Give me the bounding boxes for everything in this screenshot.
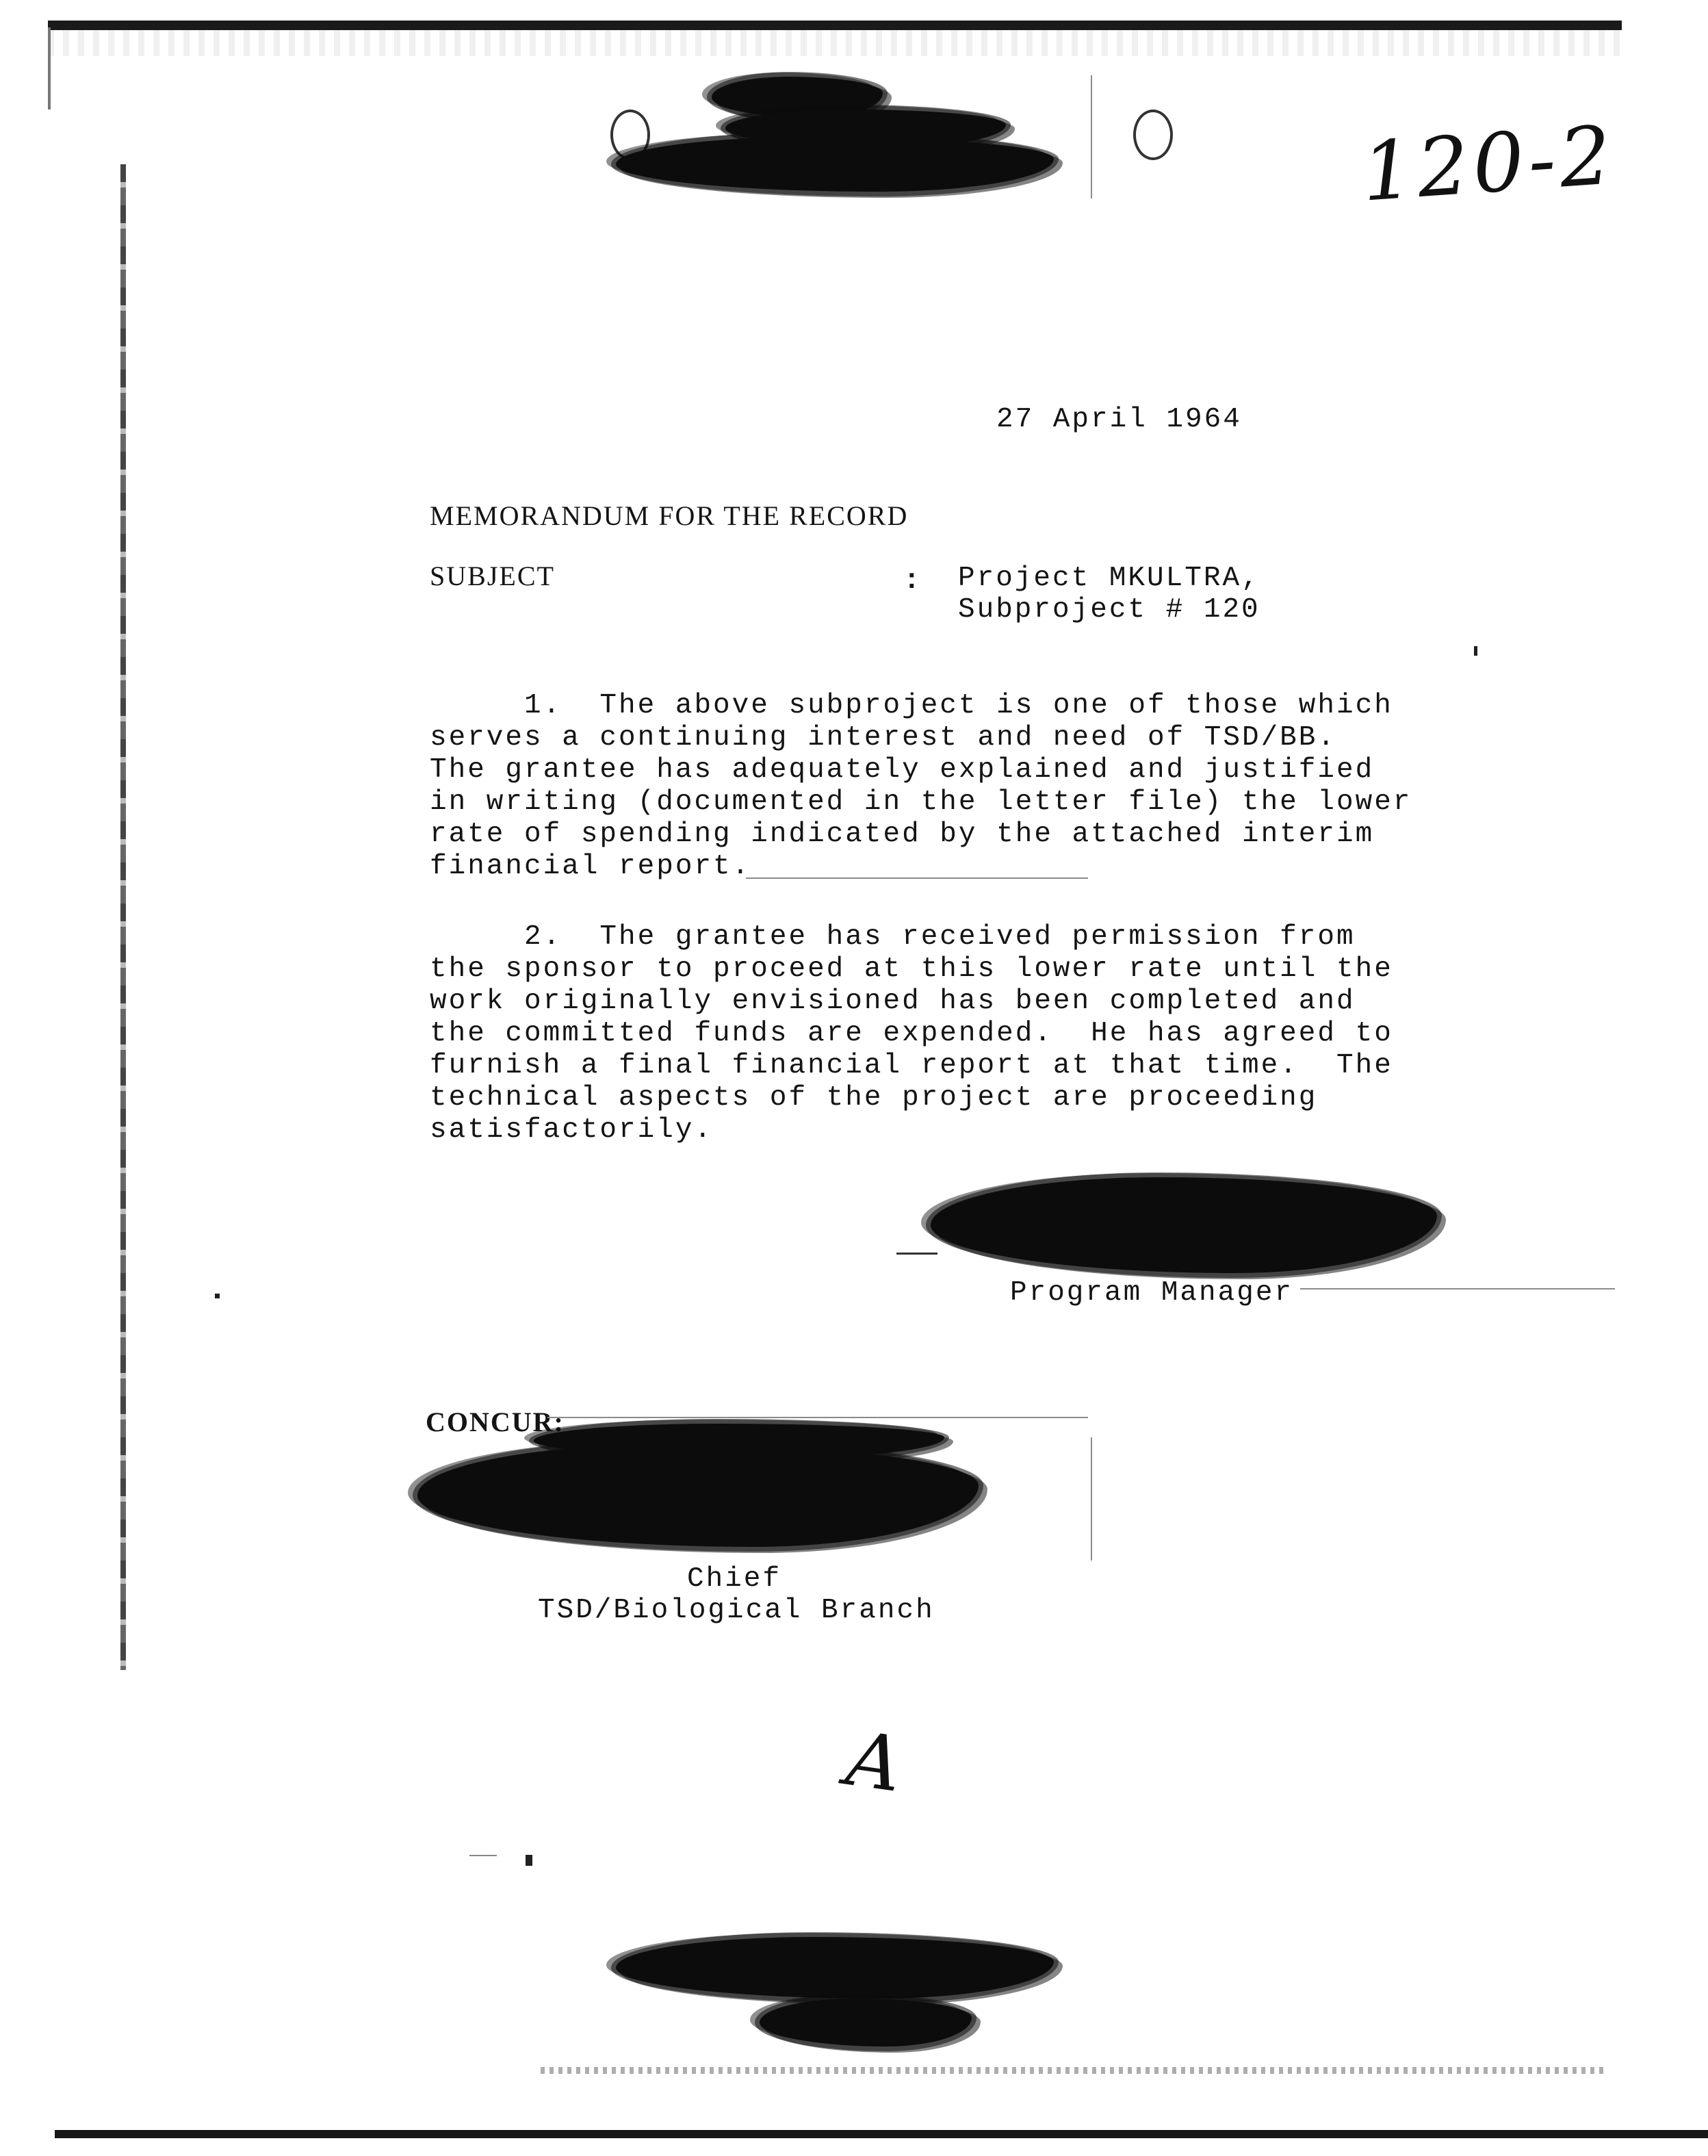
handwritten-initial: A [841,1715,907,1809]
paragraph-1-line: rate of spending indicated by the attached interim [430,819,1375,850]
handwritten-file-number: 120-2 [1358,107,1618,220]
scan-edge-top-shading [48,30,1622,56]
paragraph-1-line: 1. The above subproject is one of those which [430,690,1393,721]
program-manager-title: Program Manager [1010,1277,1294,1309]
subject-colon: : [903,565,922,597]
paragraph-1-line: in writing (documented in the letter file) the lower [430,786,1412,818]
subject-line-1: Project MKULTRA, [958,563,1260,594]
paragraph-1-line: financial report. [430,851,751,882]
scan-speck [469,1855,497,1856]
scan-speck [526,1855,532,1866]
paragraph-2-line: work originally envisioned has been completed and [430,986,1356,1017]
scan-speck [215,1294,220,1298]
scan-edge-left-top [48,27,51,110]
paragraph-1-line: serves a continuing interest and need of TSD/BB. [430,722,1336,754]
concur-title-chief: Chief [687,1563,782,1595]
paragraph-2-line: the sponsor to proceed at this lower rate until the [430,953,1393,985]
scan-edge-top [48,21,1622,30]
redaction-program-manager-signature [931,1177,1437,1273]
scan-edge-bottom [55,2130,1708,2138]
header-divider [1091,75,1092,198]
signature-line-right [1300,1288,1615,1289]
scan-edge-left [120,164,126,1670]
scan-edge-bottom-shading [541,2067,1608,2074]
subject-line-2: Subproject # 120 [958,594,1260,626]
paragraph-2-line: technical aspects of the project are proceeding [430,1082,1318,1114]
redaction-bottom-footer-lower [760,1999,972,2046]
concur-fill-line [547,1417,1088,1418]
paragraph-2-line: the committed funds are expended. He has agreed to [430,1018,1393,1049]
concur-title-branch: TSD/Biological Branch [538,1595,935,1626]
scan-speck [1474,646,1477,656]
signature-line-left [896,1253,937,1255]
redaction-concur-signature [417,1444,979,1547]
paragraph-2-line: satisfactorily. [430,1114,714,1146]
concur-box-edge [1091,1437,1092,1561]
paragraph-1-line: The grantee has adequately explained and justified [430,754,1375,786]
memo-date: 27 April 1964 [996,404,1242,435]
concur-label: CONCUR: [426,1407,565,1437]
punch-hole-right [1133,110,1173,160]
memo-heading: MEMORANDUM FOR THE RECORD [430,500,909,531]
subject-label: SUBJECT [430,561,555,591]
redaction-bottom-footer [616,1937,1054,1999]
paragraph-1-fill-line [746,877,1088,879]
paragraph-2-line: 2. The grantee has received permission from [430,921,1356,953]
paragraph-2-line: furnish a final financial report at that time. The [430,1050,1393,1081]
